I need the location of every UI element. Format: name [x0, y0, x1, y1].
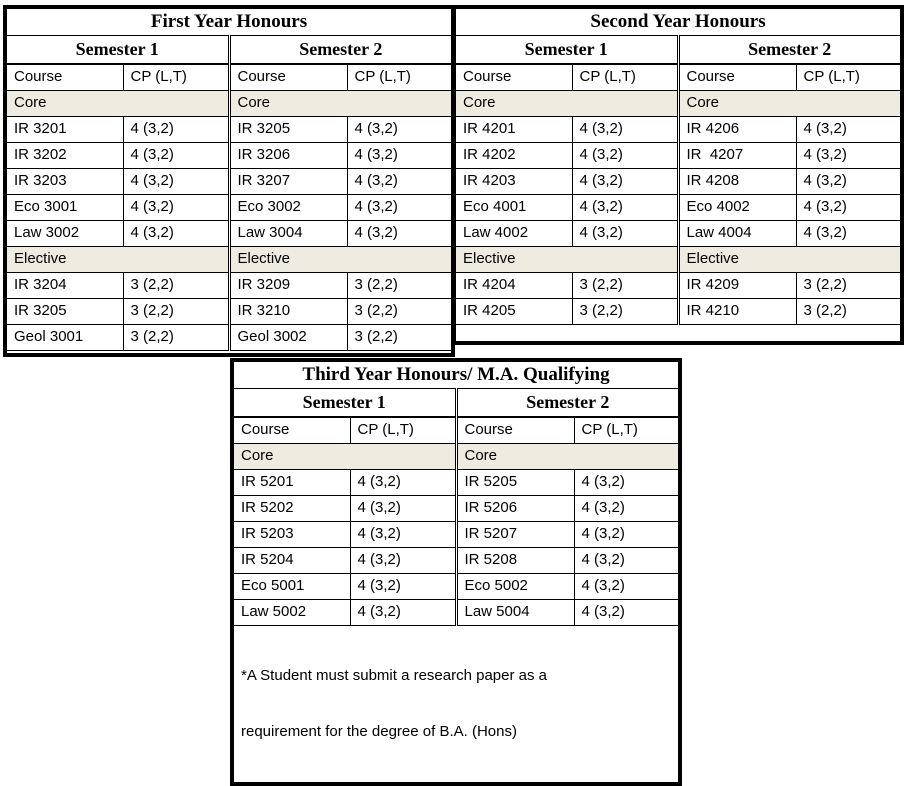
course-row: [454, 143, 902, 169]
credit-cell: 4 (3,2): [796, 143, 902, 169]
credit-cell: 4 (3,2): [572, 195, 678, 221]
course-code-cell: IR 3209: [229, 273, 347, 299]
course-code-cell: IR 3210: [229, 299, 347, 325]
table-row: [5, 64, 453, 91]
credit-cell: 4 (3,2): [123, 143, 229, 169]
course-code-cell: Eco 3001: [5, 195, 123, 221]
table-row: [454, 36, 902, 65]
course-code-cell: Law 4002: [454, 221, 572, 247]
course-code-cell: Law 3004: [229, 221, 347, 247]
credit-cell: 4 (3,2): [347, 117, 453, 143]
credit-cell: 4 (3,2): [350, 548, 456, 574]
column-header-course: Course: [678, 64, 796, 91]
course-code-cell: Law 5002: [232, 600, 350, 626]
core-section-row: [232, 444, 680, 470]
credit-cell: 4 (3,2): [574, 574, 680, 600]
course-row: [5, 169, 453, 195]
credit-cell: 4 (3,2): [123, 117, 229, 143]
course-code-cell: Eco 3002: [229, 195, 347, 221]
credit-cell: 4 (3,2): [796, 117, 902, 143]
credit-cell: 4 (3,2): [572, 169, 678, 195]
credit-cell: 4 (3,2): [796, 221, 902, 247]
column-header-cp: CP (L,T): [796, 64, 902, 91]
course-row: [232, 522, 680, 548]
course-row: [5, 325, 453, 351]
course-code-cell: IR 4210: [678, 299, 796, 325]
course-row: [5, 221, 453, 247]
credit-cell: 4 (3,2): [572, 117, 678, 143]
credit-cell: 4 (3,2): [572, 143, 678, 169]
core-section-row: [5, 91, 453, 117]
course-code-cell: IR 4204: [454, 273, 572, 299]
course-row: [5, 195, 453, 221]
credit-cell: 4 (3,2): [574, 522, 680, 548]
course-row: [232, 470, 680, 496]
course-code-cell: IR 4207: [678, 143, 796, 169]
core-section-label: Core: [232, 444, 456, 470]
column-header-cp: CP (L,T): [350, 417, 456, 444]
course-code-cell: IR 3205: [5, 299, 123, 325]
credit-cell: 4 (3,2): [350, 600, 456, 626]
credit-cell: 4 (3,2): [350, 496, 456, 522]
course-row: [454, 195, 902, 221]
credit-cell: 4 (3,2): [123, 221, 229, 247]
credit-cell: 4 (3,2): [574, 600, 680, 626]
course-row: [232, 574, 680, 600]
course-code-cell: IR 3203: [5, 169, 123, 195]
third-year-honours-table: [230, 358, 682, 786]
course-row: [5, 273, 453, 299]
credit-cell: 4 (3,2): [350, 470, 456, 496]
core-section-label: Core: [5, 91, 229, 117]
credit-cell: 4 (3,2): [796, 195, 902, 221]
course-row: [454, 117, 902, 143]
semester-1-header: Semester 1: [232, 389, 456, 418]
table-row: [232, 360, 680, 389]
course-code-cell: IR 5208: [456, 548, 574, 574]
course-code-cell: IR 5201: [232, 470, 350, 496]
table-title: First Year Honours: [5, 7, 453, 36]
elective-section-row: [5, 247, 453, 273]
credit-cell: 3 (2,2): [796, 299, 902, 325]
credit-cell: 4 (3,2): [572, 221, 678, 247]
column-header-course: Course: [229, 64, 347, 91]
credit-cell: 4 (3,2): [574, 548, 680, 574]
course-code-cell: IR 5207: [456, 522, 574, 548]
column-header-cp: CP (L,T): [572, 64, 678, 91]
empty-row: [454, 325, 902, 344]
course-code-cell: IR 4203: [454, 169, 572, 195]
empty-cell: [5, 351, 453, 356]
credit-cell: 3 (2,2): [572, 299, 678, 325]
empty-row: [5, 351, 453, 356]
course-code-cell: Geol 3002: [229, 325, 347, 351]
semester-2-header: Semester 2: [678, 36, 902, 65]
elective-section-label: Elective: [454, 247, 678, 273]
credit-cell: 4 (3,2): [350, 522, 456, 548]
credit-cell: 3 (2,2): [796, 273, 902, 299]
semester-1-header: Semester 1: [5, 36, 229, 65]
course-code-cell: IR 3202: [5, 143, 123, 169]
table-row: [5, 7, 453, 36]
table-row: [232, 389, 680, 418]
course-code-cell: IR 5202: [232, 496, 350, 522]
credit-cell: 4 (3,2): [574, 470, 680, 496]
footnote-line-2: requirement for the degree of B.A. (Hons): [241, 722, 517, 740]
second-year-honours-table: [452, 5, 904, 345]
elective-section-row: [454, 247, 902, 273]
core-section-label: Core: [454, 91, 678, 117]
core-section-label: Core: [456, 444, 680, 470]
course-code-cell: IR 4209: [678, 273, 796, 299]
credit-cell: 3 (2,2): [123, 325, 229, 351]
footnote-line-1: *A Student must submit a research paper as a: [241, 666, 547, 684]
course-code-cell: Eco 4002: [678, 195, 796, 221]
course-row: [454, 169, 902, 195]
credit-cell: 4 (3,2): [350, 574, 456, 600]
course-code-cell: IR 5204: [232, 548, 350, 574]
credit-cell: 4 (3,2): [574, 496, 680, 522]
course-row: [232, 548, 680, 574]
course-row: [454, 273, 902, 299]
course-row: [232, 600, 680, 626]
credit-cell: 4 (3,2): [347, 169, 453, 195]
credit-cell: 4 (3,2): [123, 169, 229, 195]
course-row: [5, 117, 453, 143]
column-header-cp: CP (L,T): [347, 64, 453, 91]
column-header-course: Course: [454, 64, 572, 91]
first-year-honours-table: [3, 5, 455, 357]
credit-cell: 4 (3,2): [347, 221, 453, 247]
course-row: [454, 299, 902, 325]
credit-cell: 3 (2,2): [347, 325, 453, 351]
footnote-row: [232, 626, 680, 785]
course-row: [5, 299, 453, 325]
credit-cell: 3 (2,2): [572, 273, 678, 299]
column-header-course: Course: [232, 417, 350, 444]
column-header-course: Course: [5, 64, 123, 91]
course-code-cell: IR 5206: [456, 496, 574, 522]
elective-section-label: Elective: [5, 247, 229, 273]
credit-cell: 3 (2,2): [123, 273, 229, 299]
table-title: Second Year Honours: [454, 7, 902, 36]
credit-cell: 4 (3,2): [347, 143, 453, 169]
course-code-cell: IR 4201: [454, 117, 572, 143]
credit-cell: 4 (3,2): [347, 195, 453, 221]
course-code-cell: IR 4208: [678, 169, 796, 195]
course-code-cell: IR 3205: [229, 117, 347, 143]
course-code-cell: Eco 4001: [454, 195, 572, 221]
course-code-cell: Law 5004: [456, 600, 574, 626]
table-title: Third Year Honours/ M.A. Qualifying: [232, 360, 680, 389]
semester-1-header: Semester 1: [454, 36, 678, 65]
course-row: [5, 143, 453, 169]
course-code-cell: IR 3204: [5, 273, 123, 299]
table-row: [454, 64, 902, 91]
table-row: [232, 417, 680, 444]
course-code-cell: IR 4205: [454, 299, 572, 325]
credit-cell: 3 (2,2): [347, 273, 453, 299]
course-code-cell: Eco 5002: [456, 574, 574, 600]
column-header-course: Course: [456, 417, 574, 444]
core-section-label: Core: [229, 91, 453, 117]
course-row: [232, 496, 680, 522]
column-header-cp: CP (L,T): [123, 64, 229, 91]
credit-cell: 3 (2,2): [347, 299, 453, 325]
course-code-cell: Law 4004: [678, 221, 796, 247]
course-code-cell: Law 3002: [5, 221, 123, 247]
table-row: [454, 7, 902, 36]
credit-cell: 3 (2,2): [123, 299, 229, 325]
course-code-cell: Geol 3001: [5, 325, 123, 351]
course-code-cell: IR 3207: [229, 169, 347, 195]
semester-2-header: Semester 2: [229, 36, 453, 65]
elective-section-label: Elective: [678, 247, 902, 273]
column-header-cp: CP (L,T): [574, 417, 680, 444]
core-section-row: [454, 91, 902, 117]
empty-cell: [454, 325, 902, 344]
core-section-label: Core: [678, 91, 902, 117]
course-code-cell: IR 3206: [229, 143, 347, 169]
course-code-cell: Eco 5001: [232, 574, 350, 600]
footnote-cell: [232, 626, 680, 785]
semester-2-header: Semester 2: [456, 389, 680, 418]
credit-cell: 4 (3,2): [796, 169, 902, 195]
course-code-cell: IR 5205: [456, 470, 574, 496]
credit-cell: 4 (3,2): [123, 195, 229, 221]
course-code-cell: IR 4202: [454, 143, 572, 169]
course-code-cell: IR 3201: [5, 117, 123, 143]
course-row: [454, 221, 902, 247]
course-code-cell: IR 4206: [678, 117, 796, 143]
course-code-cell: IR 5203: [232, 522, 350, 548]
table-row: [5, 36, 453, 65]
elective-section-label: Elective: [229, 247, 453, 273]
